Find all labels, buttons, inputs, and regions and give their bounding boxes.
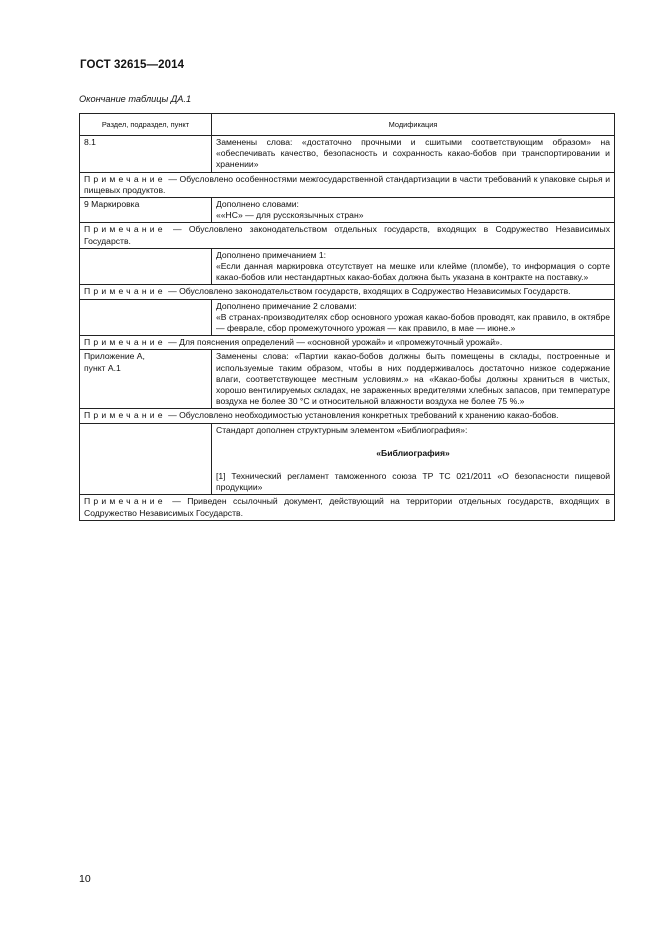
section-cell <box>80 299 212 336</box>
table-row <box>80 299 615 336</box>
section-cell: 8.1 <box>80 136 212 173</box>
table-caption: Окончание таблицы ДА.1 <box>79 94 192 104</box>
modification-text: «В странах-производителях сбор основного урожая какао-бобов проводят, как правило, в октябре — феврале, сбор промежуточного урожая — как правило, в мае — июне.» <box>216 311 610 334</box>
note-cell <box>80 223 615 248</box>
modification-cell <box>212 299 615 336</box>
note-row <box>80 495 615 520</box>
note-cell <box>80 336 615 350</box>
section-cell <box>80 350 212 409</box>
modification-line: Дополнено словами: <box>216 199 299 210</box>
modification-cell <box>212 423 615 495</box>
table-row <box>80 136 615 173</box>
note-text: — Для пояснения определений — «основной урожай» и «промежуточный урожай». <box>165 337 503 348</box>
table-row <box>80 423 615 495</box>
modification-cell: Заменены слова: «достаточно прочными и сшитыми соответствующим образом» на «обеспечивать качество, безопасность и сохранность какао-бобов при транспортировании и хранении» <box>212 136 615 173</box>
section-line: пункт А.1 <box>84 362 121 373</box>
note-cell <box>80 409 615 423</box>
table-row <box>80 350 615 409</box>
note-row <box>80 409 615 423</box>
bibliography-reference: [1] Технический регламент таможенного союза ТР ТС 021/2011 «О безопасности пищевой продукции» <box>216 471 610 493</box>
note-cell <box>80 172 615 197</box>
modification-line: Стандарт дополнен структурным элементом «Библиография»: <box>216 424 468 435</box>
note-text: — Обусловлено законодательством государств, входящих в Содружество Независимых Государств. <box>165 286 571 297</box>
note-label: Примечание <box>84 286 166 297</box>
note-label: Примечание <box>84 410 166 421</box>
table-row <box>80 198 615 223</box>
note-row <box>80 285 615 299</box>
modification-cell <box>212 198 615 223</box>
column-header-modification: Модификация <box>212 114 615 136</box>
note-label: Примечание <box>84 496 166 507</box>
note-row <box>80 172 615 197</box>
note-row <box>80 223 615 248</box>
table-header-row <box>80 114 615 136</box>
modification-line: Дополнено примечанием 1: <box>216 249 327 260</box>
note-label: Примечание <box>84 173 166 184</box>
bibliography-heading: «Библиография» <box>376 447 450 458</box>
note-cell <box>80 495 615 520</box>
table-row <box>80 248 615 285</box>
standard-number: ГОСТ 32615—2014 <box>80 59 185 71</box>
note-row <box>80 336 615 350</box>
section-cell: 9 Маркировка <box>80 198 212 223</box>
column-header-section: Раздел, подраздел, пункт <box>80 114 212 136</box>
note-text: — Приведен ссылочный документ, действующий на территории отдельных государств, входящих в Содружество Независимых Государств. <box>84 496 610 518</box>
modification-cell <box>212 248 615 285</box>
modification-line: ««НС» — для русскоязычных стран» <box>216 210 364 221</box>
amendments-table <box>79 113 615 521</box>
note-text: — Обусловлено законодательством отдельных государств, входящих в Содружество Независимых Государств. <box>84 224 610 246</box>
section-cell <box>80 248 212 285</box>
section-cell <box>80 423 212 495</box>
section-line: Приложение А, <box>84 351 145 362</box>
modification-text: «Если данная маркировка отсутствует на мешке или клейме (пломбе), то информация о сорте какао-бобов или нестандартных какао-бобах должна быть указана в контракте на поставку.» <box>216 261 610 283</box>
note-label: Примечание <box>84 337 166 348</box>
page-number: 10 <box>79 873 91 885</box>
note-text: — Обусловлено особенностями межгосударственной стандартизации в части требований к упаковке сырья и пищевых продуктов. <box>84 173 610 195</box>
modification-cell: Заменены слова: «Партии какао-бобов должны быть помещены в склады, построенные и используемые таким образом, чтобы в них поддерживалось достаточно низкое содержание влаги, соответствующее местным условиям.» на «Какао-бобы должны храниться в чистых, хорошо вентилируемых складах, не зараженных вредителями хлебных запасов, при температуре воздуха не более 30 °С и относительной влажности воздуха не более 75 %.» <box>212 350 615 409</box>
note-text: — Обусловлено необходимостью установления конкретных требований к хранению какао-бобов. <box>165 410 559 421</box>
note-cell <box>80 285 615 299</box>
note-label: Примечание <box>84 224 166 235</box>
modification-line: Дополнено примечание 2 словами: <box>216 300 357 311</box>
